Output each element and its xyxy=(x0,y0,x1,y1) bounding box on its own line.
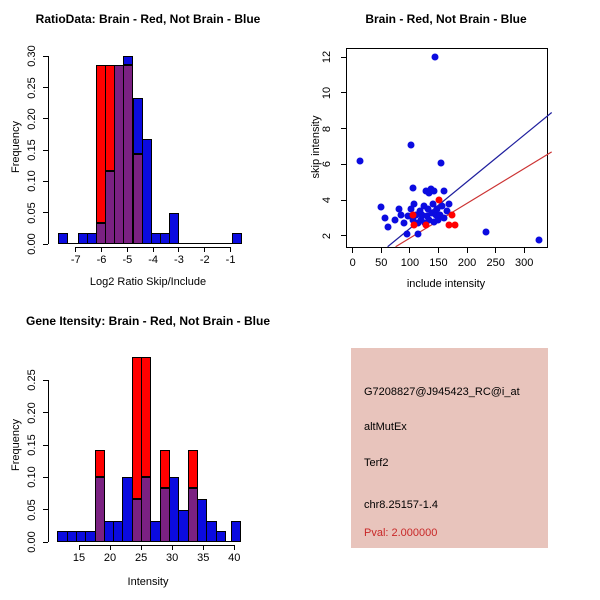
x-tick-mark xyxy=(381,248,382,253)
x-tick-label: 200 xyxy=(457,257,477,269)
y-axis-line xyxy=(48,380,49,542)
event-type-text: altMutEx xyxy=(364,421,407,433)
y-tick-label: 6 xyxy=(321,161,333,168)
scatter-point-blue xyxy=(404,231,411,238)
x-tick-label: 20 xyxy=(103,552,117,564)
x-tick-label: 35 xyxy=(197,552,210,564)
x-tick-label: 250 xyxy=(486,257,505,269)
histogram-bar-blue xyxy=(123,56,133,65)
x-tick-mark xyxy=(524,248,525,253)
ratio-histogram-plot-area xyxy=(26,45,245,266)
x-tick-label: 30 xyxy=(166,552,179,564)
scatter-panel xyxy=(300,0,600,300)
scatter-point-red xyxy=(452,222,459,229)
scatter-point-blue xyxy=(410,184,417,191)
x-tick-label: -4 xyxy=(148,254,159,266)
y-tick-label: 0.20 xyxy=(26,401,38,424)
scatter-point-blue xyxy=(482,229,489,236)
scatter-point-blue xyxy=(357,157,364,164)
gene-histogram-plot-area xyxy=(26,348,245,564)
y-tick-label: 0.15 xyxy=(26,139,38,161)
x-tick-label: -3 xyxy=(174,254,184,266)
scatter-point-blue xyxy=(411,200,418,207)
histogram-bar-red xyxy=(141,357,151,477)
scatter-point-red xyxy=(449,211,456,218)
y-tick-label: 10 xyxy=(321,86,333,99)
y-tick-label: 12 xyxy=(321,50,333,64)
y-tick-label: 8 xyxy=(321,125,333,132)
scatter-point-red xyxy=(411,222,418,229)
scatter-point-blue xyxy=(392,216,399,223)
ratio-histogram-xlabel: Log2 Ratio Skip/Include xyxy=(89,276,207,288)
scatter-point-blue xyxy=(401,220,408,227)
y-tick-mark xyxy=(341,164,346,165)
y-tick-label: 0.30 xyxy=(26,45,38,67)
x-tick-label: -2 xyxy=(199,254,210,266)
scatter-plot-area xyxy=(321,48,548,269)
y-tick-label: 0.10 xyxy=(26,466,38,489)
gene-histogram-ylabel: Frequency xyxy=(10,419,22,471)
x-tick-mark xyxy=(409,248,410,253)
x-tick-mark xyxy=(438,248,439,253)
y-tick-label: 0.25 xyxy=(26,76,38,99)
x-tick-label: -5 xyxy=(122,254,133,266)
x-axis-line xyxy=(79,545,234,546)
scatter-xlabel: include intensity xyxy=(406,278,486,290)
x-tick-mark xyxy=(495,248,496,253)
histogram-bar-blue xyxy=(231,521,241,542)
y-tick-label: 0.20 xyxy=(26,108,38,130)
x-tick-mark xyxy=(467,248,468,253)
scatter-title: Brain - Red, Not Brain - Blue xyxy=(365,12,527,26)
y-tick-label: 0.05 xyxy=(26,201,38,224)
info-box xyxy=(351,348,548,548)
histogram-bar-red xyxy=(188,450,198,489)
y-tick-mark xyxy=(341,200,346,201)
y-tick-mark xyxy=(341,128,346,129)
y-tick-label: 0.10 xyxy=(26,170,38,193)
scatter-point-blue xyxy=(415,231,422,238)
histogram-baseline xyxy=(57,541,240,542)
scatter-point-red xyxy=(422,222,429,229)
y-axis-line xyxy=(48,56,49,244)
scatter-point-blue xyxy=(382,215,389,222)
x-tick-label: 15 xyxy=(72,552,86,564)
locus-text: chr8.25157-1.4 xyxy=(364,499,438,511)
x-tick-label: 25 xyxy=(134,552,148,564)
x-tick-label: 0 xyxy=(349,257,356,269)
y-tick-label: 0.00 xyxy=(26,233,38,255)
scatter-point-blue xyxy=(446,200,453,207)
scatter-point-red xyxy=(410,211,417,218)
scatter-point-blue xyxy=(431,188,438,195)
y-tick-label: 0.00 xyxy=(26,531,38,553)
pval-text: Pval: 2.000000 xyxy=(364,527,438,539)
x-tick-label: 50 xyxy=(375,257,388,269)
scatter-point-blue xyxy=(377,204,384,211)
y-tick-label: 0.15 xyxy=(26,434,38,456)
scatter-point-blue xyxy=(440,188,447,195)
scatter-point-red xyxy=(436,197,443,204)
y-tick-label: 0.05 xyxy=(26,498,38,521)
x-axis-line xyxy=(76,247,231,248)
y-tick-label: 4 xyxy=(321,197,333,204)
scatter-point-blue xyxy=(437,159,444,166)
y-tick-mark xyxy=(341,92,346,93)
x-tick-mark xyxy=(352,248,353,253)
x-tick-label: -1 xyxy=(225,254,236,266)
x-tick-label: 150 xyxy=(429,257,448,269)
x-tick-label: -6 xyxy=(96,254,107,266)
y-tick-label: 2 xyxy=(321,232,333,240)
y-tick-mark xyxy=(341,57,346,58)
histogram-bar-red xyxy=(95,450,105,478)
y-tick-label: 0.25 xyxy=(26,369,38,392)
histogram-baseline xyxy=(58,243,241,244)
histogram-bar-blue xyxy=(169,213,179,244)
gene-histogram-title: Gene Itensity: Brain - Red, Not Brain - Blue xyxy=(25,314,271,328)
x-tick-label: 300 xyxy=(515,257,534,269)
gene-histogram-panel xyxy=(0,300,300,600)
gene-histogram-xlabel: Intensity xyxy=(127,576,169,588)
y-tick-mark xyxy=(341,235,346,236)
scatter-point-blue xyxy=(441,215,448,222)
info-panel xyxy=(300,300,600,600)
gene-name-text: Terf2 xyxy=(364,457,389,469)
histogram-bar-blue xyxy=(142,139,152,244)
ratio-histogram-panel xyxy=(0,0,300,300)
scatter-point-blue xyxy=(535,236,542,243)
scatter-point-blue xyxy=(408,141,415,148)
probe-id-text: G7208827@J945423_RC@i_at xyxy=(364,386,520,398)
x-tick-label: -7 xyxy=(70,254,81,266)
scatter-ylabel: skip intensity xyxy=(310,115,322,179)
scatter-point-blue xyxy=(432,54,439,61)
x-tick-label: 40 xyxy=(228,552,241,564)
ratio-histogram-title: RatioData: Brain - Red, Not Brain - Blue xyxy=(35,12,261,26)
scatter-point-blue xyxy=(397,211,404,218)
scatter-point-blue xyxy=(385,224,392,231)
ratio-histogram-ylabel: Frequency xyxy=(10,121,22,173)
x-tick-label: 100 xyxy=(400,257,420,269)
